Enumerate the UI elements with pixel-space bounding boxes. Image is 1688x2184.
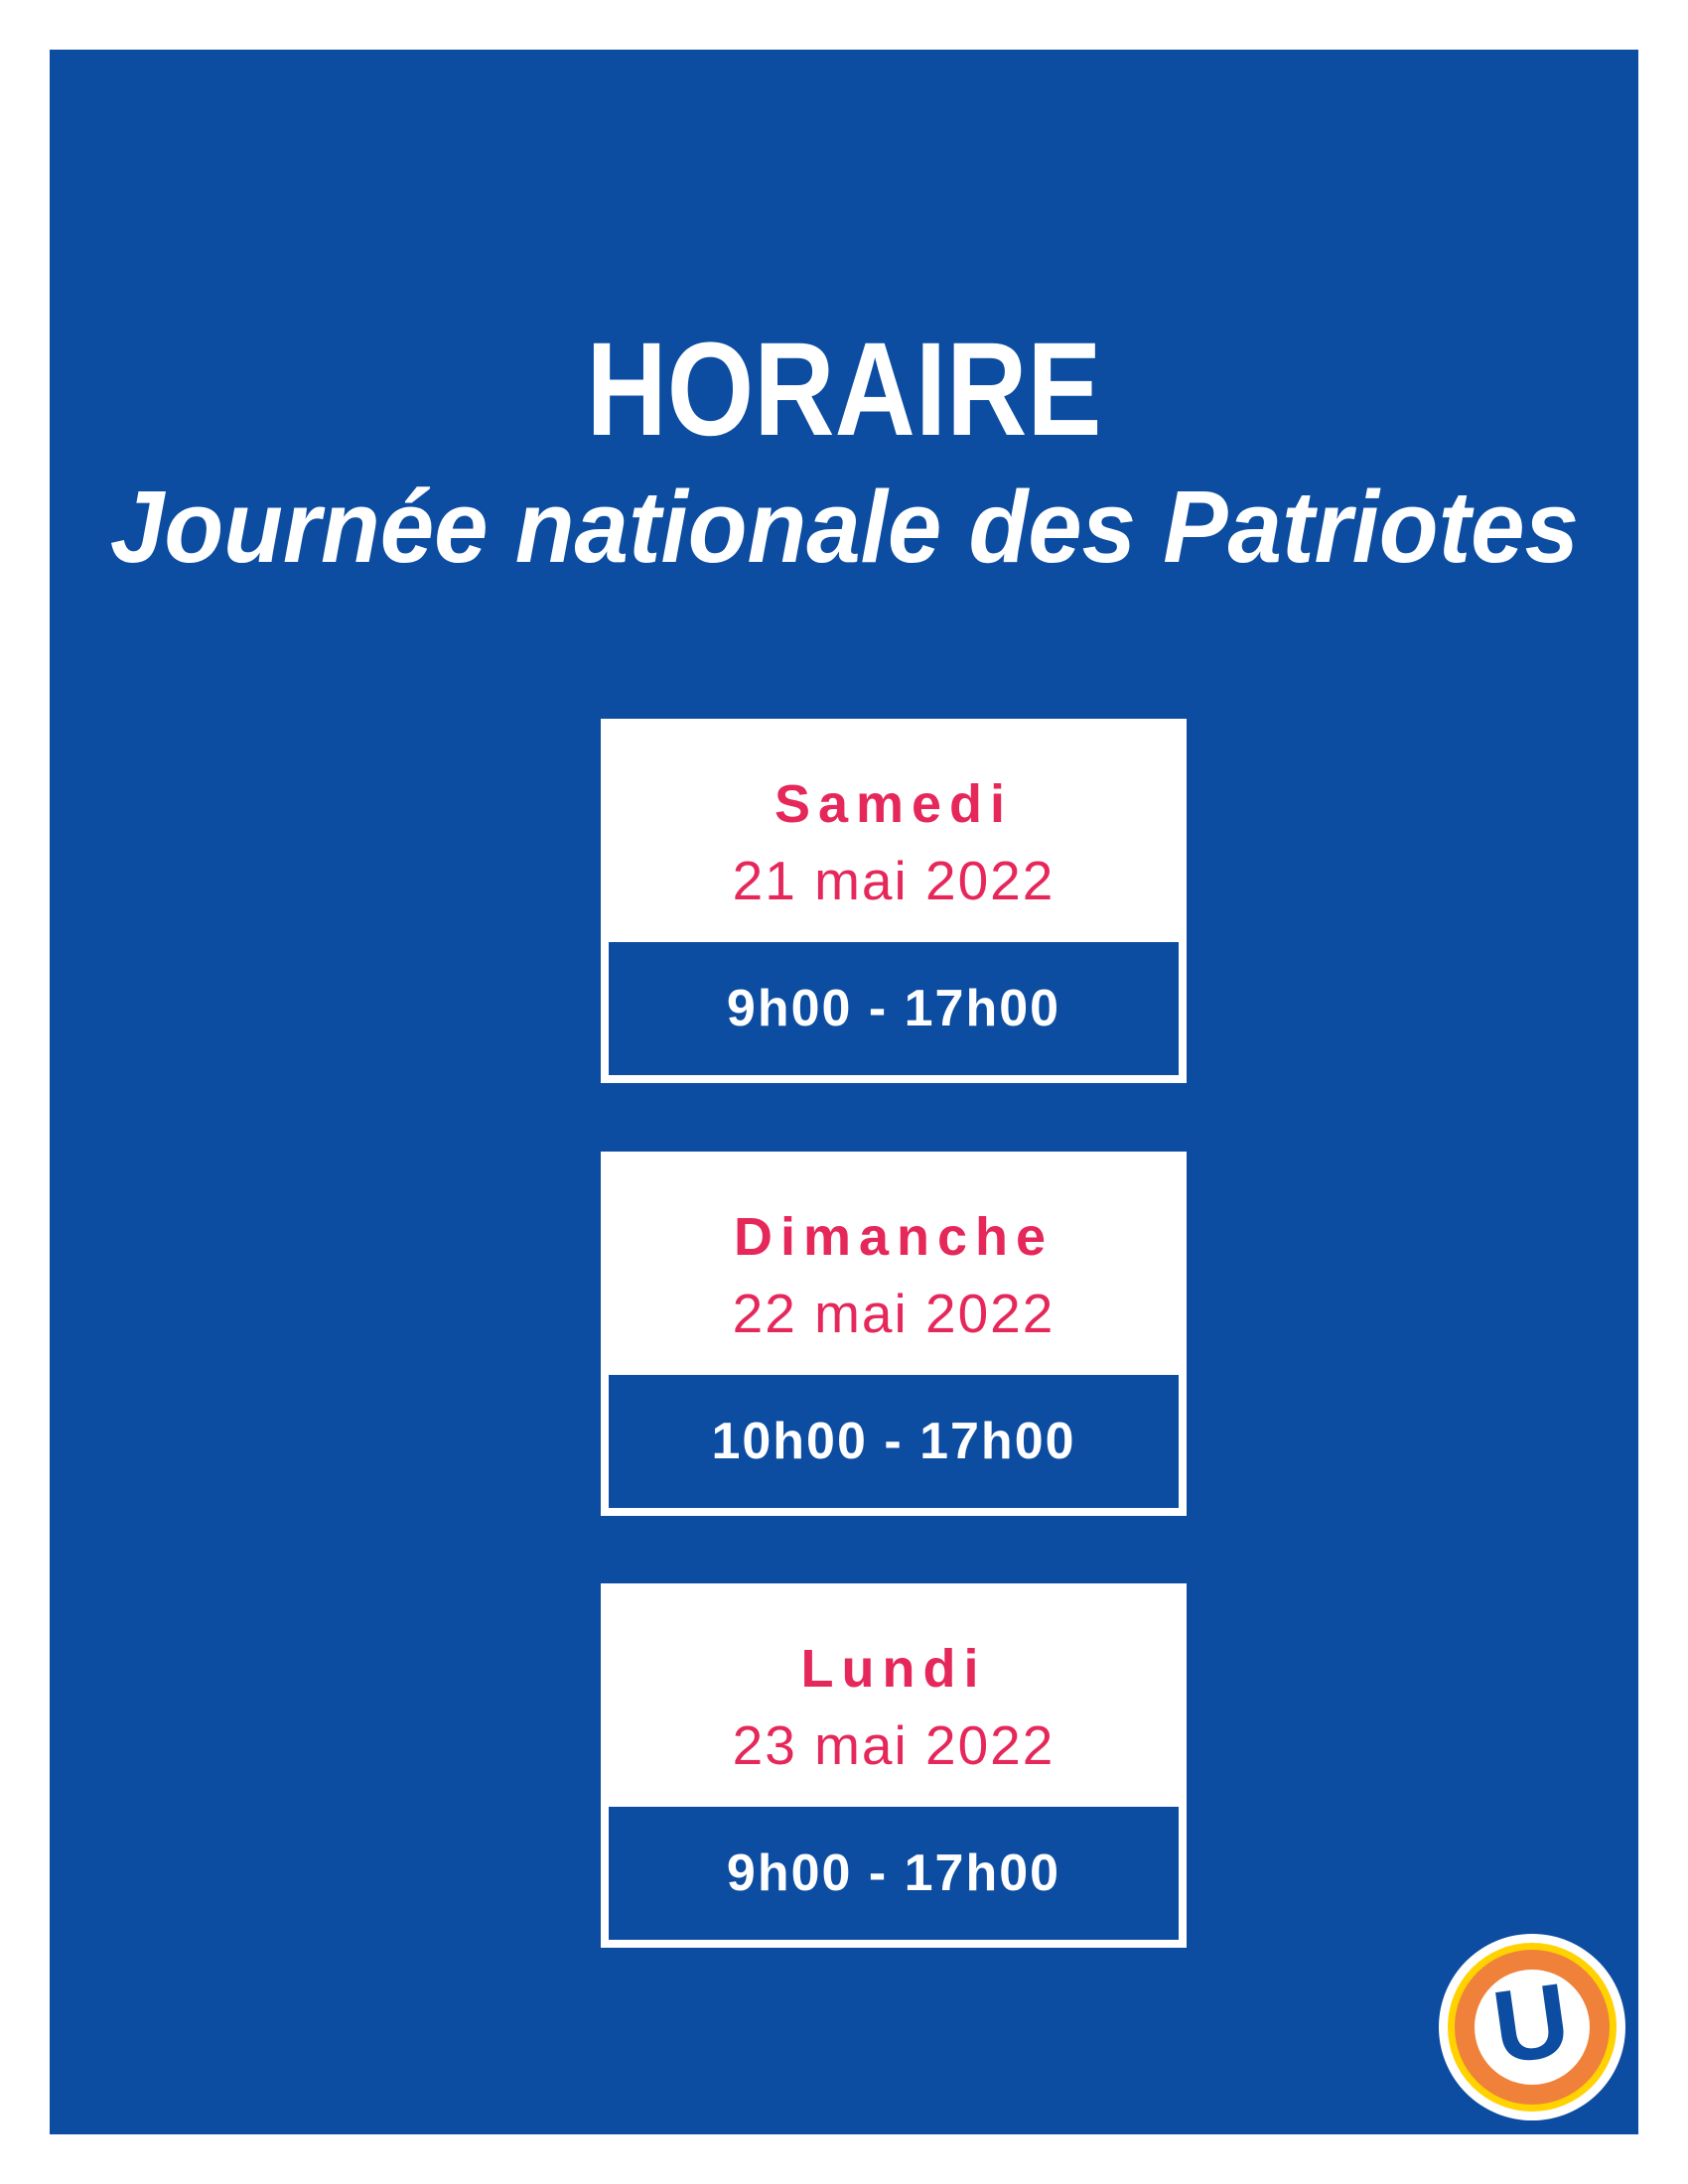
schedule-card-monday bbox=[601, 1583, 1187, 1948]
hours-bar bbox=[609, 1375, 1179, 1508]
date-label: 22 mai 2022 bbox=[732, 1283, 1055, 1344]
day-label: Lundi bbox=[800, 1639, 987, 1699]
u-brand-logo bbox=[1439, 1934, 1625, 2120]
day-label: Dimanche bbox=[733, 1207, 1055, 1267]
date-label: 23 mai 2022 bbox=[732, 1714, 1055, 1776]
date-label: 21 mai 2022 bbox=[732, 850, 1055, 911]
logo-orange-ring bbox=[1455, 1950, 1610, 2105]
hours-label: 9h00 - 17h00 bbox=[726, 980, 1061, 1037]
hours-bar bbox=[609, 1807, 1179, 1940]
page-subtitle-text: Journée nationale des Patriotes bbox=[109, 470, 1579, 584]
day-label: Samedi bbox=[774, 774, 1014, 834]
blue-panel bbox=[50, 50, 1638, 2134]
page-title-text: HORAIRE bbox=[586, 316, 1102, 464]
logo-white-disc bbox=[1475, 1962, 1590, 2087]
logo-u-letter: U bbox=[1486, 1962, 1577, 2087]
schedule-card-saturday bbox=[601, 719, 1187, 1083]
logo-yellow-ring bbox=[1448, 1943, 1617, 2112]
hours-label: 9h00 - 17h00 bbox=[726, 1844, 1061, 1902]
page-subtitle bbox=[50, 470, 1638, 584]
schedule-card-sunday bbox=[601, 1152, 1187, 1516]
hours-label: 10h00 - 17h00 bbox=[711, 1413, 1076, 1470]
page-title bbox=[50, 316, 1638, 464]
hours-bar bbox=[609, 942, 1179, 1075]
